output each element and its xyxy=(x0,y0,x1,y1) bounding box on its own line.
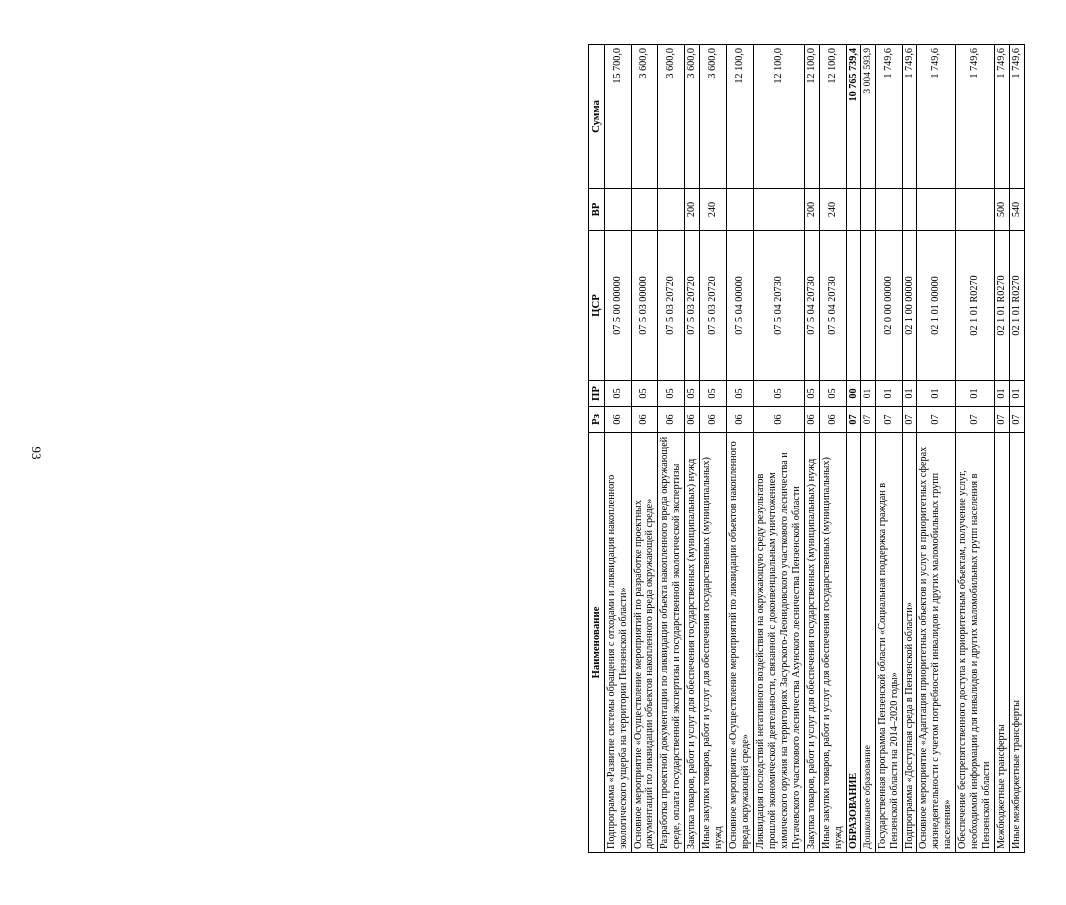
cell-sum: 1 749,6 xyxy=(1010,45,1025,189)
cell-name: Межбюджетные трансферты xyxy=(995,433,1010,853)
header-vr: ВР xyxy=(589,189,605,231)
cell-csr: 07 5 03 20720 xyxy=(685,231,700,381)
cell-rz: 06 xyxy=(658,407,685,433)
cell-pr: 05 xyxy=(753,381,804,407)
cell-vr xyxy=(753,189,804,231)
cell-vr xyxy=(846,189,861,231)
table-row xyxy=(700,45,727,853)
cell-vr xyxy=(956,189,995,231)
cell-rz: 07 xyxy=(956,407,995,433)
cell-csr: 02 0 00 00000 xyxy=(875,231,902,381)
cell-rz: 06 xyxy=(727,407,754,433)
cell-name: Подпрограмма «Доступная среда в Пензенской области» xyxy=(902,433,917,853)
cell-sum: 1 749,6 xyxy=(956,45,995,189)
table-row xyxy=(861,45,875,853)
cell-sum: 3 600,0 xyxy=(685,45,700,189)
cell-vr xyxy=(658,189,685,231)
cell-csr: 07 5 03 00000 xyxy=(631,231,658,381)
table-row xyxy=(917,45,956,853)
cell-csr: 02 1 01 R0270 xyxy=(995,231,1010,381)
table-row xyxy=(902,45,917,853)
cell-csr: 07 5 03 20720 xyxy=(700,231,727,381)
cell-sum: 15 700,0 xyxy=(604,45,631,189)
header-csr: ЦСР xyxy=(589,231,605,381)
table-row xyxy=(819,45,846,853)
rotated-page-content xyxy=(588,45,1066,853)
cell-csr: 07 5 04 20730 xyxy=(753,231,804,381)
cell-csr: 07 5 04 00000 xyxy=(727,231,754,381)
cell-csr: 07 5 04 20730 xyxy=(804,231,819,381)
cell-name: Обеспечение беспрепятственного доступа к приоритетным объектам, получение услуг, необходимой информации для инвалидов и других маломобильных групп населения в Пензенской области xyxy=(956,433,995,853)
cell-pr: 05 xyxy=(819,381,846,407)
cell-pr: 05 xyxy=(700,381,727,407)
cell-name: Основное мероприятие «Осуществление мероприятий по ликвидации объектов накопленного вреда окружающей среде» xyxy=(727,433,754,853)
table-row xyxy=(956,45,995,853)
cell-sum: 3 600,0 xyxy=(631,45,658,189)
header-pr: ПР xyxy=(589,381,605,407)
cell-sum: 3 600,0 xyxy=(658,45,685,189)
cell-pr: 05 xyxy=(631,381,658,407)
cell-rz: 07 xyxy=(875,407,902,433)
cell-name: Ликвидация последствий негативного воздействия на окружающую среду результатов прошлой экономической деятельности, связанной с доконвенциальным уничтожением химического оружия на территориях Засурского-Леонидовского участкового лесничества и Пугачевского участкового лесничества Ахунского лесничества Пензенской области xyxy=(753,433,804,853)
cell-csr: 02 1 01 00000 xyxy=(917,231,956,381)
table-row xyxy=(804,45,819,853)
cell-pr: 00 xyxy=(846,381,861,407)
table-row xyxy=(753,45,804,853)
cell-vr xyxy=(917,189,956,231)
cell-pr: 01 xyxy=(902,381,917,407)
cell-vr xyxy=(727,189,754,231)
cell-vr: 540 xyxy=(1010,189,1025,231)
header-name: Наименование xyxy=(589,433,605,853)
cell-name: Иные межбюджетные трансферты xyxy=(1010,433,1025,853)
cell-pr: 05 xyxy=(685,381,700,407)
cell-sum: 3 004 593,9 xyxy=(861,45,875,189)
cell-csr: 07 5 04 20730 xyxy=(819,231,846,381)
cell-name: ОБРАЗОВАНИЕ xyxy=(846,433,861,853)
cell-sum: 1 749,6 xyxy=(875,45,902,189)
cell-rz: 06 xyxy=(819,407,846,433)
cell-rz: 06 xyxy=(604,407,631,433)
cell-rz: 07 xyxy=(1010,407,1025,433)
cell-vr: 240 xyxy=(819,189,846,231)
cell-sum: 3 600,0 xyxy=(700,45,727,189)
cell-csr: 07 5 00 00000 xyxy=(604,231,631,381)
page-number: 93 xyxy=(29,446,44,460)
header-sum: Сумма xyxy=(589,45,605,189)
cell-rz: 06 xyxy=(700,407,727,433)
cell-pr: 01 xyxy=(917,381,956,407)
table-row xyxy=(846,45,861,853)
cell-vr: 240 xyxy=(700,189,727,231)
cell-sum: 10 765 739,4 xyxy=(846,45,861,189)
cell-sum: 12 100,0 xyxy=(727,45,754,189)
cell-name: Подпрограмма «Развитие системы обращения с отходами и ликвидация накопленного экологического ущерба на территории Пензенской области» xyxy=(604,433,631,853)
cell-name: Основное мероприятие «Осуществление мероприятий по разработке проектных документаций по ликвидации объектов накопленного вреда окружающей среде» xyxy=(631,433,658,853)
cell-csr xyxy=(846,231,861,381)
cell-rz: 07 xyxy=(995,407,1010,433)
table-row xyxy=(685,45,700,853)
cell-pr: 05 xyxy=(604,381,631,407)
cell-vr: 500 xyxy=(995,189,1010,231)
cell-name: Дошкольное образование xyxy=(861,433,875,853)
cell-name: Основное мероприятие «Адаптация приоритетных объектов и услуг в приоритетных сферах жизнедеятельности с учетом потребностей инвалидов и других маломобильных групп населения» xyxy=(917,433,956,853)
cell-vr: 200 xyxy=(685,189,700,231)
cell-vr xyxy=(604,189,631,231)
cell-pr: 05 xyxy=(727,381,754,407)
cell-pr: 05 xyxy=(658,381,685,407)
table-row xyxy=(995,45,1010,853)
budget-table xyxy=(588,44,1025,853)
table-body xyxy=(604,45,1024,853)
cell-csr: 02 1 01 R0270 xyxy=(1010,231,1025,381)
cell-sum: 12 100,0 xyxy=(819,45,846,189)
cell-sum: 1 749,6 xyxy=(917,45,956,189)
cell-name: Разработка проектной документации по ликвидации объекта накопленного вреда окружающей среде, оплата государственной экспертизы и государственной экологической экспертизы xyxy=(658,433,685,853)
cell-name: Закупка товаров, работ и услуг для обеспечения государственных (муниципальных) нужд xyxy=(685,433,700,853)
cell-rz: 06 xyxy=(631,407,658,433)
cell-rz: 07 xyxy=(902,407,917,433)
cell-sum: 12 100,0 xyxy=(753,45,804,189)
table-row xyxy=(658,45,685,853)
cell-csr: 02 1 00 00000 xyxy=(902,231,917,381)
cell-csr: 02 1 01 R0270 xyxy=(956,231,995,381)
cell-name: Государственная программа Пензенской области «Социальная поддержка граждан в Пензенской области на 2014–2020 годы» xyxy=(875,433,902,853)
table-row xyxy=(875,45,902,853)
table-row xyxy=(604,45,631,853)
cell-sum: 12 100,0 xyxy=(804,45,819,189)
cell-rz: 06 xyxy=(753,407,804,433)
cell-pr: 01 xyxy=(861,381,875,407)
cell-pr: 01 xyxy=(875,381,902,407)
cell-rz: 07 xyxy=(861,407,875,433)
cell-name: Иные закупки товаров, работ и услуг для обеспечения государственных (муниципальных) нужд xyxy=(700,433,727,853)
cell-name: Закупка товаров, работ и услуг для обеспечения государственных (муниципальных) нужд xyxy=(804,433,819,853)
cell-name: Иные закупки товаров, работ и услуг для обеспечения государственных (муниципальных) нужд xyxy=(819,433,846,853)
cell-sum: 1 749,6 xyxy=(902,45,917,189)
cell-rz: 06 xyxy=(685,407,700,433)
table-row xyxy=(1010,45,1025,853)
cell-rz: 06 xyxy=(804,407,819,433)
cell-pr: 01 xyxy=(995,381,1010,407)
table-header-row xyxy=(589,45,605,853)
cell-rz: 07 xyxy=(846,407,861,433)
cell-pr: 05 xyxy=(804,381,819,407)
cell-vr xyxy=(631,189,658,231)
table-row xyxy=(631,45,658,853)
table-row xyxy=(727,45,754,853)
cell-csr: 07 5 03 20720 xyxy=(658,231,685,381)
header-rz: Рз xyxy=(589,407,605,433)
cell-pr: 01 xyxy=(1010,381,1025,407)
cell-csr xyxy=(861,231,875,381)
cell-pr: 01 xyxy=(956,381,995,407)
cell-vr: 200 xyxy=(804,189,819,231)
cell-rz: 07 xyxy=(917,407,956,433)
cell-sum: 1 749,6 xyxy=(995,45,1010,189)
cell-vr xyxy=(861,189,875,231)
cell-vr xyxy=(875,189,902,231)
cell-vr xyxy=(902,189,917,231)
